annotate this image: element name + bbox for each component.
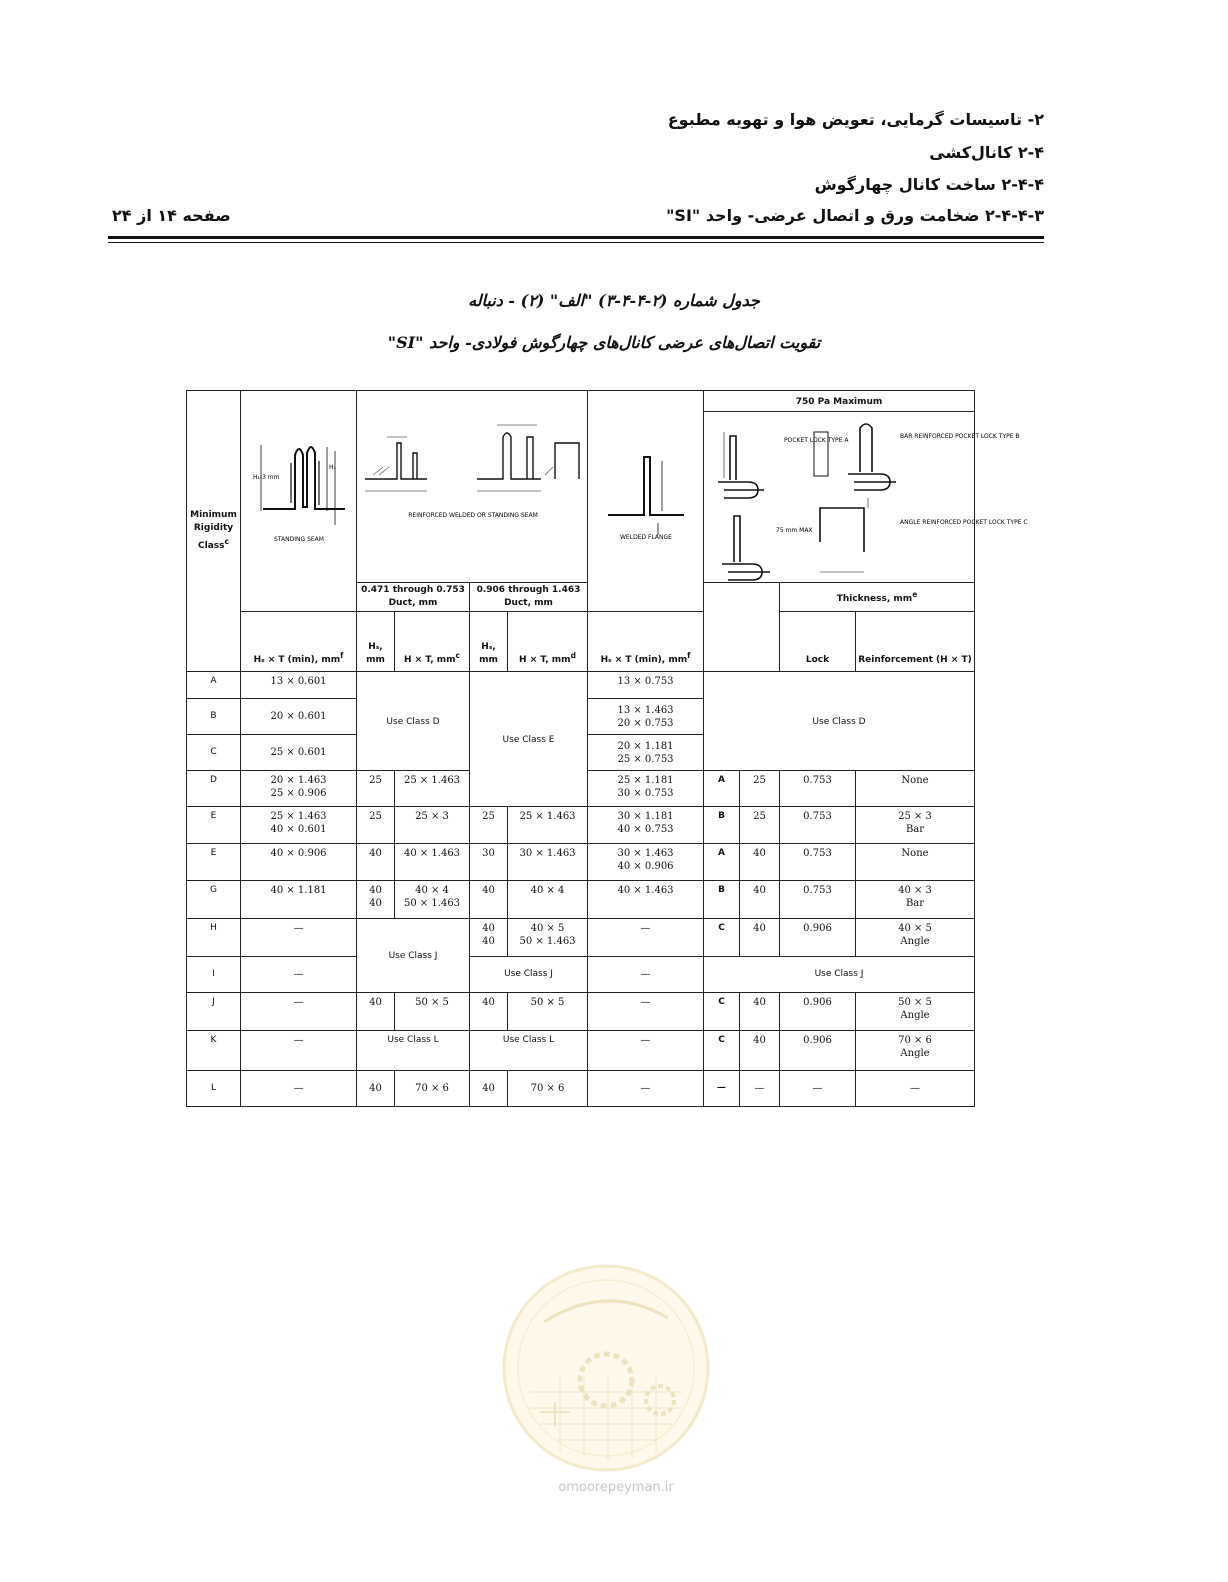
lock-type-cell: B [704, 807, 740, 844]
lock-thickness-cell: 0.906 [780, 993, 856, 1031]
table-title-caption: تقویت اتصال‌های عرضی کانال‌های چهارگوش فولادی- واحد "SI" [387, 333, 821, 352]
lock-type-cell: C [704, 919, 740, 957]
hs-1-cell: 40 [357, 844, 395, 881]
table-row [187, 919, 975, 957]
class-cell: L [187, 1071, 241, 1107]
welded-flange-cell: 40 × 1.463 [588, 881, 704, 919]
h-t-2-cell: 25 × 1.463 [508, 807, 588, 844]
table-row [187, 844, 975, 881]
h-t-2-cell: 40 × 4 [508, 881, 588, 919]
standing-seam-cell: 25 × 0.601 [241, 735, 357, 771]
lock-thickness-cell: 0.753 [780, 771, 856, 807]
standing-seam-cell: 25 × 1.463 40 × 0.601 [241, 807, 357, 844]
welded-flange-cell: 25 × 1.181 30 × 0.753 [588, 771, 704, 807]
h-t-1-cell: 40 × 1.463 [395, 844, 470, 881]
hs-3-cell: 40 [740, 844, 780, 881]
hs-3-cell: 40 [740, 993, 780, 1031]
hs-2-cell: 40 40 [470, 919, 508, 957]
table-row [187, 957, 975, 993]
col-reinforcement: Reinforcement (H × T) [856, 612, 975, 672]
hs-3-cell: 40 [740, 881, 780, 919]
lock-thickness-cell: 0.753 [780, 844, 856, 881]
standing-seam-label: STANDING SEAM [274, 536, 324, 543]
welded-flange-cell: 13 × 1.463 20 × 0.753 [588, 699, 704, 735]
class-cell: G [187, 881, 241, 919]
reinforcement-cell: 50 × 5 Angle [856, 993, 975, 1031]
pocket-lock-drawing [704, 412, 1028, 582]
pocket-lock-b-label: BAR REINFORCED POCKET LOCK TYPE B [900, 433, 1020, 440]
reinforcement-cell: None [856, 771, 975, 807]
welded-flange-cell: 13 × 0.753 [588, 672, 704, 699]
standing-seam-h-label: H₁ [329, 464, 336, 471]
hs-3-cell: 25 [740, 807, 780, 844]
class-cell: K [187, 1031, 241, 1071]
duct-range-thin: 0.471 through 0.753 Duct, mm [357, 583, 470, 612]
table-row [187, 672, 975, 699]
lock-type-cell: B [704, 881, 740, 919]
watermark-logo-icon [500, 1262, 712, 1474]
hs-3-cell: 25 [740, 771, 780, 807]
lock-thickness-cell: — [780, 1071, 856, 1107]
standing-seam-cell: 20 × 1.463 25 × 0.906 [241, 771, 357, 807]
header-line-2: ۲-۴ کانال‌کشی [929, 143, 1044, 162]
standing-seam-figure [241, 391, 357, 612]
use-class-e-cell: Use Class E [470, 672, 588, 807]
hs-1-cell: 40 40 [357, 881, 395, 919]
h-t-1-cell: 40 × 4 50 × 1.463 [395, 881, 470, 919]
reinforcement-cell: None [856, 844, 975, 881]
hs-1-cell: 25 [357, 807, 395, 844]
header-rule [108, 236, 1044, 239]
standing-seam-cell: 13 × 0.601 [241, 672, 357, 699]
hs-2-cell: 40 [470, 1071, 508, 1107]
table-row [187, 807, 975, 844]
col-lock-lock: Lock [780, 612, 856, 672]
welded-flange-label: WELDED FLANGE [620, 534, 672, 541]
standing-seam-cell: — [241, 993, 357, 1031]
table-row [187, 1071, 975, 1107]
class-cell: I [187, 957, 241, 993]
reinforcement-cell: 40 × 5 Angle [856, 919, 975, 957]
table-row [187, 881, 975, 919]
col-hs-1: Hₛ, mm [357, 612, 395, 672]
reinforcement-cell: 70 × 6 Angle [856, 1031, 975, 1071]
lock-thickness-cell: 0.906 [780, 1031, 856, 1071]
h-t-2-cell: 30 × 1.463 [508, 844, 588, 881]
welded-flange-cell: 30 × 1.181 40 × 0.753 [588, 807, 704, 844]
h-t-2-cell: 40 × 5 50 × 1.463 [508, 919, 588, 957]
header-line-4: ۲-۴-۴-۳ ضخامت ورق و اتصال عرضی- واحد "SI" [666, 206, 1044, 225]
col-hs-2: Hₛ, mm [470, 612, 508, 672]
hs-3-cell: 40 [740, 1031, 780, 1071]
reinforcement-cell: 25 × 3 Bar [856, 807, 975, 844]
max-75-label: 75 mm MAX [776, 527, 813, 534]
hs-1-cell: 40 [357, 1071, 395, 1107]
h-t-2-cell: 50 × 5 [508, 993, 588, 1031]
class-cell: H [187, 919, 241, 957]
welded-flange-drawing [588, 391, 704, 589]
reinforced-seam-figure [357, 391, 588, 583]
use-class-l-cell: Use Class L [357, 1031, 470, 1071]
reinforcement-cell: — [856, 1071, 975, 1107]
welded-flange-cell: — [588, 957, 704, 993]
reinforcement-cell: 40 × 3 Bar [856, 881, 975, 919]
lock-type-cell: C [704, 1031, 740, 1071]
thickness-header: Thickness, $mm^e$ [780, 583, 975, 612]
duct-range-thick: 0.906 through 1.463 Duct, mm [470, 583, 588, 612]
standing-seam-drawing [241, 391, 357, 589]
watermark-url: omoorepeyman.ir [558, 1480, 674, 1495]
lock-type-cell: C [704, 993, 740, 1031]
welded-flange-cell: — [588, 1071, 704, 1107]
pocket-lock-a-label: POCKET LOCK TYPE A [784, 437, 849, 444]
h-t-2-cell: 70 × 6 [508, 1071, 588, 1107]
class-cell: J [187, 993, 241, 1031]
hs-1-cell: 25 [357, 771, 395, 807]
lock-type-cell: A [704, 844, 740, 881]
col-welded-hs-t: Hₛ × T (min), $mm^f$ [588, 612, 704, 672]
welded-flange-cell: — [588, 919, 704, 957]
lock-thickness-cell: 0.906 [780, 919, 856, 957]
reinforced-seam-label: REINFORCED WELDED OR STANDING SEAM [408, 512, 538, 519]
reinforced-seam-drawing [357, 391, 588, 561]
h-t-1-cell: 25 × 3 [395, 807, 470, 844]
table-number-caption: جدول شماره (۲-۴-۴-۳) "الف" (۲) - دنباله [468, 291, 760, 310]
welded-flange-figure [588, 391, 704, 612]
welded-flange-cell: 30 × 1.463 40 × 0.906 [588, 844, 704, 881]
standing-seam-cell: — [241, 1031, 357, 1071]
col-standing-hs-t: Hₛ × T (min), $mm^f$ [241, 612, 357, 672]
pocket-use-class-j-cell: Use Class J [704, 957, 975, 993]
use-class-d-cell: Use Class D [357, 672, 470, 771]
rigidity-table [186, 390, 1028, 1107]
header-line-3: ۲-۴-۴ ساخت کانال چهارگوش [814, 175, 1044, 194]
pocket-use-class-d-cell: Use Class D [704, 672, 975, 771]
h-t-1-cell: 25 × 1.463 [395, 771, 470, 807]
standing-seam-hs-label: H₁-3 mm [253, 474, 280, 481]
header-line-1: ۲- تاسیسات گرمایی، تعویض هوا و تهویه مطبوع [667, 110, 1044, 129]
table-row [187, 1031, 975, 1071]
welded-flange-cell: 20 × 1.181 25 × 0.753 [588, 735, 704, 771]
hs-2-cell: 25 [470, 807, 508, 844]
pocket-lock-c-label: ANGLE REINFORCED POCKET LOCK TYPE C [900, 519, 1028, 526]
table-row [187, 993, 975, 1031]
class-cell: A [187, 672, 241, 699]
hs-3-cell: 40 [740, 919, 780, 957]
h-t-1-cell: 50 × 5 [395, 993, 470, 1031]
lock-type-cell: — [704, 1071, 740, 1107]
header-rule-thin [108, 242, 1044, 243]
class-cell: E [187, 844, 241, 881]
col-h-t-2: H × T, $mm^d$ [508, 612, 588, 672]
lock-thickness-cell: 0.753 [780, 881, 856, 919]
min-rigidity-class-header: Minimum Rigidity Class$^c$ [187, 391, 241, 672]
page-number: صفحه ۱۴ از ۲۴ [112, 206, 231, 225]
hs-2-cell: 40 [470, 993, 508, 1031]
hs-1-cell: 40 [357, 993, 395, 1031]
use-class-l-cell-2: Use Class L [470, 1031, 588, 1071]
use-class-j-cell-2: Use Class J [470, 957, 588, 993]
standing-seam-cell: 40 × 0.906 [241, 844, 357, 881]
standing-seam-cell: — [241, 1071, 357, 1107]
use-class-j-cell: Use Class J [357, 919, 470, 993]
welded-flange-cell: — [588, 993, 704, 1031]
hs-3-cell: — [740, 1071, 780, 1107]
standing-seam-cell: — [241, 919, 357, 957]
class-cell: E [187, 807, 241, 844]
h-t-1-cell: 70 × 6 [395, 1071, 470, 1107]
standing-seam-cell: 40 × 1.181 [241, 881, 357, 919]
lock-thickness-cell: 0.753 [780, 807, 856, 844]
standing-seam-cell: 20 × 0.601 [241, 699, 357, 735]
lock-type-cell: A [704, 771, 740, 807]
pocket-lock-figure [704, 391, 1028, 583]
class-cell: B [187, 699, 241, 735]
standing-seam-cell: — [241, 957, 357, 993]
hs-2-cell: 40 [470, 881, 508, 919]
class-cell: D [187, 771, 241, 807]
welded-flange-cell: — [588, 1031, 704, 1071]
class-cell: C [187, 735, 241, 771]
hs-2-cell: 30 [470, 844, 508, 881]
max-pressure-label: 750 Pa Maximum [704, 391, 974, 412]
col-h-t-1: H × T, $mm^c$ [395, 612, 470, 672]
